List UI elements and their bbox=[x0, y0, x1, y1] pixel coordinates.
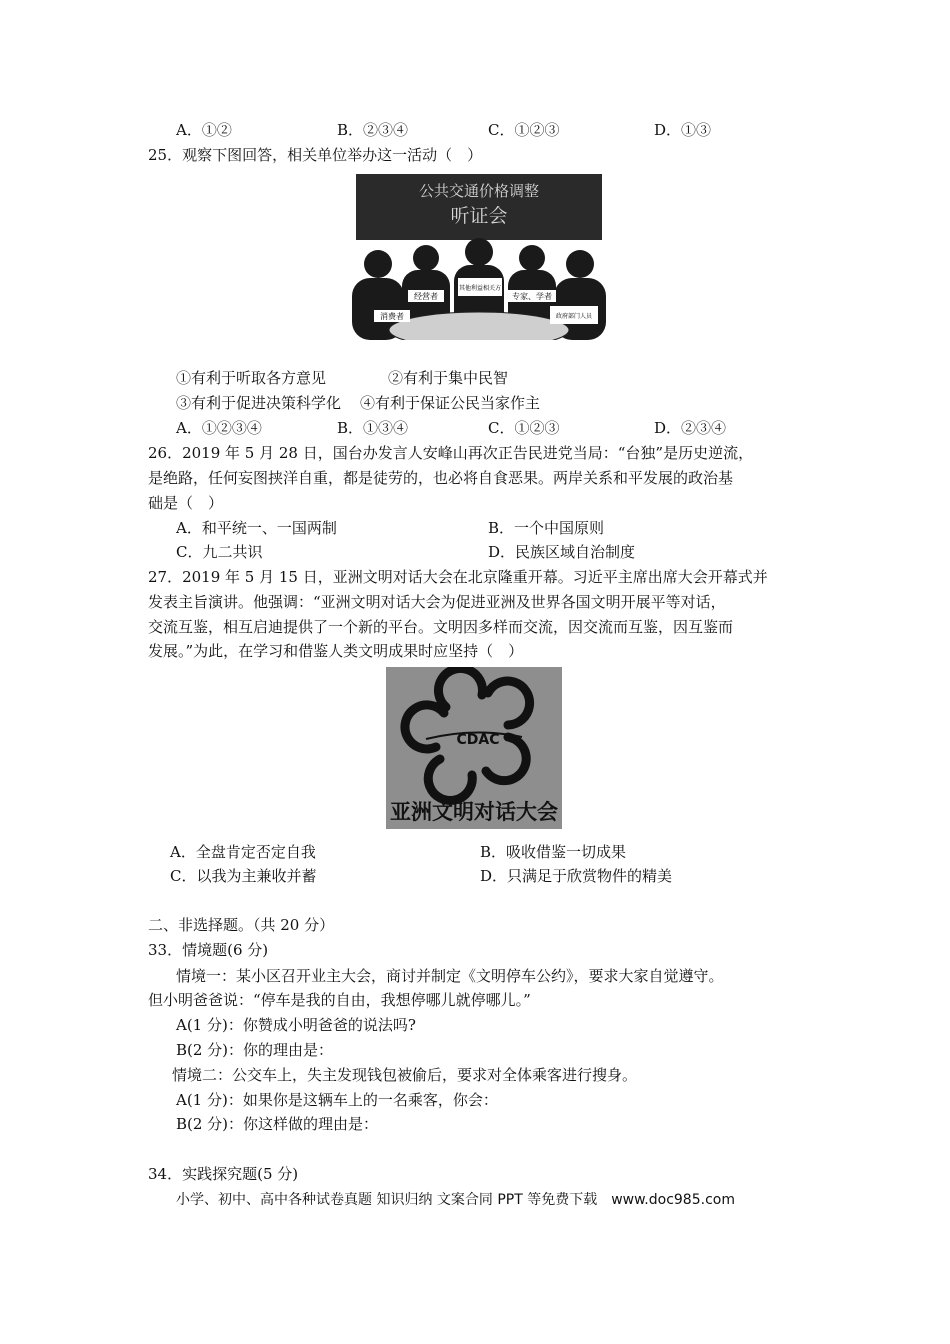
q27-option-c: C．以我为主兼收并蓄 bbox=[170, 867, 317, 885]
q33-line-7: B(2 分)：你这样做的理由是： bbox=[176, 1115, 379, 1133]
q25-statement-1: ①有利于听取各方意见 bbox=[176, 369, 327, 387]
q25-stem: 25．观察下图回答，相关单位举办这一活动（ ） bbox=[148, 146, 483, 164]
q24-option-c: C．①②③ bbox=[488, 121, 560, 139]
logo-caption: 亚洲文明对话大会 bbox=[390, 800, 558, 824]
q34-title: 34．实践探究题(5 分) bbox=[148, 1165, 299, 1183]
q25-option-a: A．①②③④ bbox=[176, 419, 262, 437]
label-government: 政府部门人员 bbox=[555, 313, 593, 320]
q27-option-a: A．全盘肯定否定自我 bbox=[170, 843, 316, 861]
label-other-stakeholders: 其他利益相关方 bbox=[458, 285, 502, 292]
label-experts: 专家、学者 bbox=[512, 292, 552, 301]
q26-option-b: B．一个中国原则 bbox=[488, 519, 605, 537]
q27-line-4: 发展。”为此，在学习和借鉴人类文明成果时应坚持（ ） bbox=[148, 642, 524, 660]
q25-statement-4: ④有利于保证公民当家作主 bbox=[360, 394, 541, 412]
q25-option-b: B．①③④ bbox=[337, 419, 409, 437]
q27-line-2: 发表主旨演讲。他强调：“亚洲文明对话大会为促进亚洲及世界各国文明开展平等对话， bbox=[148, 593, 726, 611]
q27-option-b: B．吸收借鉴一切成果 bbox=[480, 843, 627, 861]
q33-line-2: 但小明爸爸说：“停车是我的自由，我想停哪儿就停哪儿。” bbox=[148, 991, 531, 1009]
q26-option-a: A．和平统一、一国两制 bbox=[176, 519, 337, 537]
cdac-logo-figure bbox=[386, 667, 562, 829]
q24-option-b: B．②③④ bbox=[337, 121, 409, 139]
q26-line-1: 26．2019 年 5 月 28 日，国台办发言人安峰山再次正告民进党当局：“台独”是历史逆流， bbox=[148, 444, 754, 462]
q27-option-d: D．只满足于欣赏物件的精美 bbox=[480, 867, 673, 885]
label-consumer: 消费者 bbox=[380, 312, 404, 321]
banner-line1: 公共交通价格调整 bbox=[418, 182, 540, 200]
q27-line-1: 27．2019 年 5 月 15 日，亚洲文明对话大会在北京隆重开幕。习近平主席出席大会开幕式并 bbox=[148, 568, 768, 586]
label-operator: 经营者 bbox=[414, 292, 438, 301]
q25-statement-2: ②有利于集中民智 bbox=[388, 369, 509, 387]
footer-text: 小学、初中、高中各种试卷真题 知识归纳 文案合同 PPT 等免费下载 www.doc985.com bbox=[176, 1192, 735, 1208]
q26-line-3: 础是（ ） bbox=[148, 494, 224, 512]
q33-line-6: A(1 分)：如果你是这辆车上的一名乘客，你会： bbox=[176, 1091, 498, 1109]
q25-statement-3: ③有利于促进决策科学化 bbox=[176, 394, 342, 412]
q33-line-3: A(1 分)：你赞成小明爸爸的说法吗? bbox=[176, 1016, 416, 1034]
q33-line-4: B(2 分)：你的理由是： bbox=[176, 1041, 334, 1059]
q26-option-d: D．民族区域自治制度 bbox=[488, 543, 636, 561]
q26-line-2: 是绝路，任何妄图挟洋自重，都是徒劳的，也必将自食恶果。两岸关系和平发展的政治基 bbox=[148, 469, 734, 487]
q25-option-d: D．②③④ bbox=[654, 419, 727, 437]
q24-option-a: A．①② bbox=[176, 121, 232, 139]
q27-line-3: 交流互鉴，相互启迪提供了一个新的平台。文明因多样而交流，因交流而互鉴，因互鉴而 bbox=[148, 618, 734, 636]
logo-text: CDAC bbox=[456, 732, 500, 748]
q33-line-1: 情境一：某小区召开业主大会，商讨并制定《文明停车公约》，要求大家自觉遵守。 bbox=[176, 967, 724, 985]
hearing-figure bbox=[350, 172, 608, 340]
q24-option-d: D．①③ bbox=[654, 121, 712, 139]
banner-line2: 听证会 bbox=[450, 205, 508, 227]
q33-title: 33．情境题(6 分) bbox=[148, 941, 269, 959]
q33-line-5: 情境二：公交车上，失主发现钱包被偷后，要求对全体乘客进行搜身。 bbox=[172, 1066, 638, 1084]
q26-option-c: C．九二共识 bbox=[176, 543, 263, 561]
section-2-title: 二、非选择题。（共 20 分） bbox=[148, 916, 335, 934]
q25-option-c: C．①②③ bbox=[488, 419, 560, 437]
